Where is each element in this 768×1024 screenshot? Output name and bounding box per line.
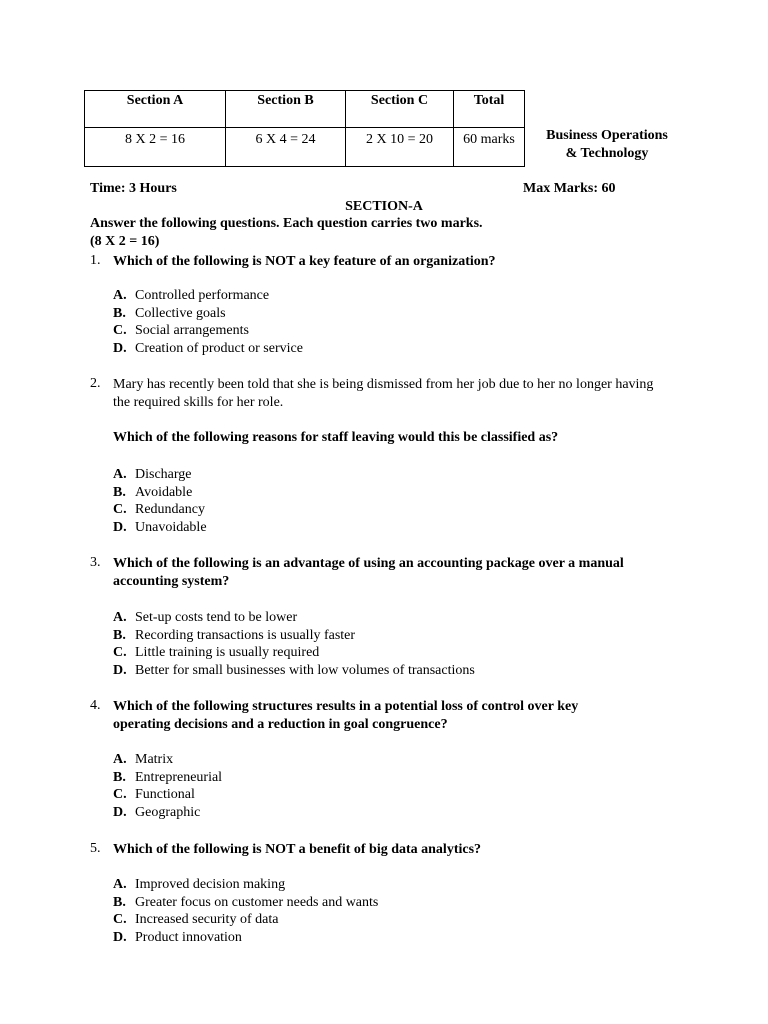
question-number: 5. [90,841,101,856]
question-5-options [113,876,378,947]
option-a: A. Discharge [113,467,192,482]
option-c: C. Functional [113,787,195,803]
question-4 [90,698,690,734]
header-section-c: Section C [346,91,454,128]
option-c: C. Increased security of data [113,912,279,928]
option-a: A. Matrix [113,752,174,767]
exam-duration: Time: 3 Hours [90,181,177,196]
header-total: Total [454,91,525,128]
option-d: D. Unavoidable [113,520,207,536]
question-text: Which of the following structures results in a potential loss of control over key operating decisions and a reduction in goal congruence? [113,699,579,732]
option-d: D. Better for small businesses with low volumes of transactions [113,663,475,679]
question-5 [90,841,690,859]
question-2 [90,376,690,447]
option-c: C. Little training is usually required [113,645,320,661]
question-1-options [113,287,303,358]
option-a: A. Set-up costs tend to be lower [113,610,298,625]
option-a: A. Improved decision making [113,877,286,892]
question-1 [90,253,690,271]
value-section-a: 8 X 2 = 16 [85,128,226,167]
option-d: D. Geographic [113,805,201,821]
question-number: 4. [90,698,101,713]
option-b: B. Entrepreneurial [113,769,223,785]
question-text: Which of the following reasons for staff leaving would this be classified as? [113,430,559,445]
question-3 [90,555,690,591]
question-number: 3. [90,555,101,570]
marks-table-header-row [85,91,525,128]
option-b: B. Recording transactions is usually faster [113,627,356,643]
subject-line-1: Business Operations [546,128,668,143]
value-total: 60 marks [454,128,525,167]
option-b: B. Avoidable [113,484,193,500]
question-number: 2. [90,376,101,391]
question-3-options [113,609,475,680]
question-number: 1. [90,253,101,268]
subject-line-2: & Technology [565,146,649,161]
header-section-b: Section B [226,91,346,128]
header-section-a: Section A [85,91,226,128]
marks-table [84,90,525,167]
option-d: D. Creation of product or service [113,341,303,357]
subject-title [532,127,682,163]
question-text: Which of the following is NOT a key feature of an organization? [113,254,496,269]
option-c: C. Social arrangements [113,323,249,339]
value-section-c: 2 X 10 = 20 [346,128,454,167]
option-d: D. Product innovation [113,930,242,946]
section-heading: SECTION-A [345,199,423,214]
question-text: Which of the following is an advantage of using an accounting package over a manual accounting system? [113,556,624,589]
option-b: B. Collective goals [113,305,226,321]
value-section-b: 6 X 4 = 24 [226,128,346,167]
max-marks: Max Marks: 60 [523,181,616,196]
option-b: B. Greater focus on customer needs and wants [113,894,379,910]
question-scenario: Mary has recently been told that she is being dismissed from her job due to her no longer having the required skills for her role. [113,377,654,410]
option-a: A. Controlled performance [113,288,270,303]
question-4-options [113,751,222,822]
instructions: Answer the following questions. Each question carries two marks. [90,216,483,231]
marks-table-value-row [85,128,525,167]
option-c: C. Redundancy [113,502,205,518]
question-text: Which of the following is NOT a benefit of big data analytics? [113,842,482,857]
instructions-marks: (8 X 2 = 16) [90,234,160,249]
question-2-options [113,466,207,537]
